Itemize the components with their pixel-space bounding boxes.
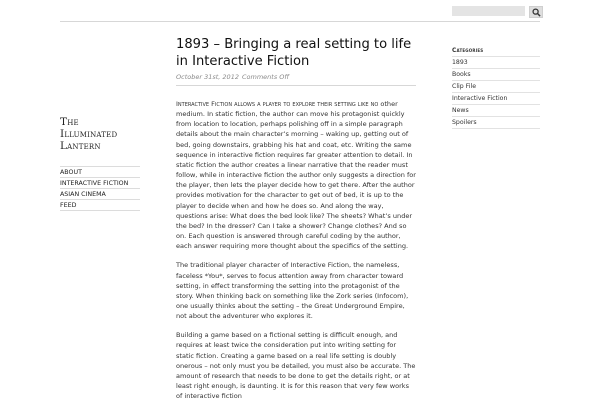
paragraph-text: Building a game based on a fictional setting is difficult enough, and requires at least twice the consideration put into writing setting for static fiction. Creating a game based on a real life setting is doubly onerous – not only must you be detailed, you must also be accurate. The amount of research that needs to be done to get the details right, or at least right enough, is daunting. It is for this reason that very few works of interactive fiction — [176, 331, 416, 400]
category-clip-file[interactable]: Clip File — [452, 81, 540, 93]
categories-heading: Categories — [452, 48, 484, 54]
header-divider — [60, 21, 540, 22]
post — [176, 37, 416, 400]
main-nav — [60, 166, 140, 211]
search-input[interactable] — [452, 6, 525, 16]
nav-item-feed[interactable]: FEED — [60, 200, 140, 211]
paragraph-lead: Interactive Fiction allows a player to explore their setting like no — [176, 100, 379, 108]
top-bar — [0, 0, 600, 22]
sidebar — [452, 48, 540, 129]
category-1893[interactable]: 1893 — [452, 56, 540, 69]
search-button[interactable] — [529, 6, 543, 18]
post-body — [176, 99, 416, 400]
category-books[interactable]: Books — [452, 69, 540, 81]
post-date: October 31st, 2012 — [176, 73, 239, 81]
logo-line: Lantern — [60, 140, 101, 152]
post-paragraph — [176, 330, 416, 400]
paragraph-text: The traditional player character of Interactive Fiction, the nameless, faceless *You*, serves to focus attention away from character toward setting, in effect transforming the setting into the protagonist of the story. When thinking back on something like the Zork series (Infocom), one usually thinks about the setting – the Great Underground Empire, not about the adventurer who explores it. — [176, 261, 409, 321]
logo-line: Illuminated — [60, 128, 118, 140]
nav-item-asian-cinema[interactable]: ASIAN CINEMA — [60, 189, 140, 200]
paragraph-text: other medium. In static fiction, the author can move his protagonist quickly from location to location, perhaps polishing off in a simple paragraph details about the main character’s morning – waking up, getting out of bed, going downstairs, grabbing his hat and coat, etc. Writing the same sequence in interactive fiction requires far greater attention to detail. In static fiction the author creates a linear narrative that the reader must follow, while in interactive fiction the author only suggests a direction for the player, then lets the player decide how to get there. After the author provides motivation for the character to get out of bed, it is up to the player to decide when and how he does so. And along the way, questions arise: What does the bed look like? The sheets? What’s under the bed? In the dresser? Can I take a shower? Change clothes? And so on. Each question is answered through careful coding by the author, each answer requiring more thought about the specifics of the setting. — [176, 100, 416, 251]
nav-item-about[interactable]: ABOUT — [60, 166, 140, 178]
site-logo[interactable] — [60, 116, 150, 152]
post-paragraph — [176, 260, 416, 321]
search-icon — [532, 8, 541, 17]
category-spoilers[interactable]: Spoilers — [452, 117, 540, 129]
category-interactive-fiction[interactable]: Interactive Fiction — [452, 93, 540, 105]
post-paragraph — [176, 99, 416, 251]
post-comments: Comments Off — [241, 73, 290, 81]
logo-line: The — [60, 116, 79, 128]
category-news[interactable]: News — [452, 105, 540, 117]
nav-item-interactive-fiction[interactable]: INTERACTIVE FICTION — [60, 178, 140, 189]
post-meta — [176, 72, 416, 86]
post-title[interactable]: 1893 – Bringing a real setting to life in Interactive Fiction — [176, 37, 412, 69]
